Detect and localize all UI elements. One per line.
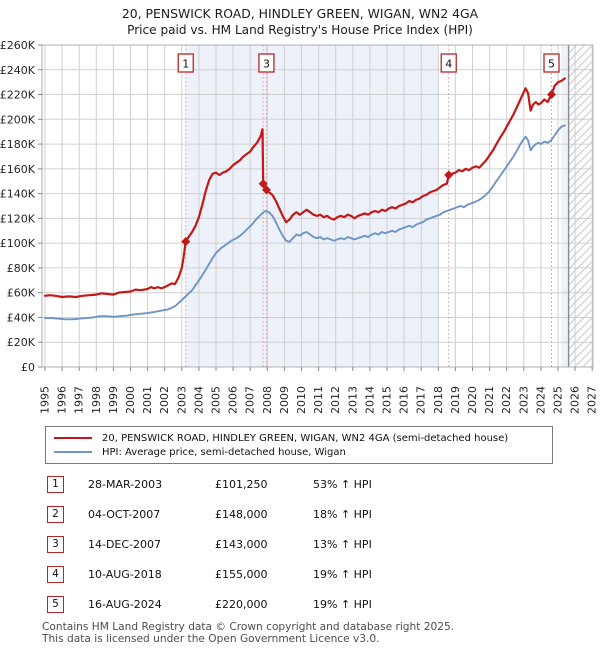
license-footer	[42, 621, 454, 645]
svg-text:£140K: £140K	[0, 187, 35, 201]
svg-text:2007: 2007	[243, 386, 257, 414]
legend	[45, 426, 553, 464]
svg-text:2019: 2019	[448, 386, 462, 414]
legend-item-price	[54, 433, 552, 444]
svg-text:2017: 2017	[414, 386, 428, 414]
sale-date: 14-DEC-2007	[88, 538, 162, 551]
svg-text:2026: 2026	[568, 386, 582, 414]
svg-text:£0: £0	[21, 361, 35, 374]
sale-vs-hpi: 13% ↑ HPI	[313, 538, 372, 551]
svg-text:4: 4	[445, 57, 453, 71]
sale-date: 10-AUG-2018	[88, 568, 162, 581]
svg-text:2022: 2022	[500, 386, 514, 414]
sale-price: £143,000	[215, 538, 268, 551]
svg-text:2004: 2004	[192, 386, 206, 414]
svg-text:£120K: £120K	[0, 212, 35, 226]
legend-label-price: 20, PENSWICK ROAD, HINDLEY GREEN, WIGAN, WN2 4GA (semi-detached house)	[102, 432, 509, 444]
shaded-bands	[186, 45, 569, 367]
sale-number-badge: 1	[47, 476, 64, 493]
sale-number-badge: 5	[47, 596, 64, 613]
svg-text:3: 3	[262, 57, 270, 71]
svg-text:1996: 1996	[55, 386, 69, 414]
svg-text:£220K: £220K	[0, 88, 35, 102]
hatched-future-region	[569, 45, 593, 367]
footer-line2: This data is licensed under the Open Government Licence v3.0.	[42, 633, 380, 645]
svg-text:2020: 2020	[466, 386, 479, 414]
svg-text:2013: 2013	[346, 386, 360, 414]
svg-text:£100K: £100K	[0, 237, 35, 251]
sale-date: 16-AUG-2024	[88, 598, 162, 611]
svg-text:5: 5	[548, 57, 556, 71]
svg-text:2000: 2000	[124, 386, 137, 414]
svg-text:£180K: £180K	[0, 138, 35, 152]
svg-text:£260K: £260K	[0, 39, 35, 52]
svg-text:1999: 1999	[106, 386, 120, 414]
table-row	[47, 536, 567, 566]
svg-text:2001: 2001	[141, 386, 155, 414]
svg-text:2002: 2002	[158, 386, 172, 414]
svg-text:£80K: £80K	[6, 261, 35, 275]
svg-text:1995: 1995	[38, 386, 52, 414]
svg-text:2003: 2003	[175, 386, 189, 414]
svg-text:1997: 1997	[72, 386, 86, 414]
sale-price: £220,000	[215, 598, 268, 611]
sale-vs-hpi: 53% ↑ HPI	[313, 478, 372, 491]
sale-date: 28-MAR-2003	[88, 478, 163, 491]
svg-text:2018: 2018	[431, 386, 445, 414]
table-row	[47, 566, 567, 596]
svg-text:£60K: £60K	[6, 286, 35, 300]
price-line-swatch	[54, 437, 92, 439]
footer-line1: Contains HM Land Registry data © Crown copyright and database right 2025.	[42, 621, 455, 633]
legend-item-hpi	[54, 447, 552, 458]
svg-text:£200K: £200K	[0, 113, 35, 127]
svg-text:2011: 2011	[312, 386, 326, 414]
sale-price: £148,000	[215, 508, 268, 521]
svg-text:£160K: £160K	[0, 162, 35, 176]
table-row	[47, 476, 567, 506]
sale-number-badge: 4	[47, 566, 64, 583]
svg-text:2014: 2014	[363, 386, 377, 414]
svg-text:2006: 2006	[226, 386, 240, 414]
svg-text:2015: 2015	[380, 386, 394, 414]
svg-text:2016: 2016	[397, 386, 411, 414]
svg-text:2027: 2027	[585, 386, 599, 414]
svg-text:2025: 2025	[551, 386, 565, 414]
sale-price: £155,000	[215, 568, 268, 581]
svg-text:2024: 2024	[534, 386, 548, 414]
svg-text:2010: 2010	[295, 386, 308, 414]
svg-text:2023: 2023	[517, 386, 531, 414]
y-axis-labels	[0, 39, 36, 374]
svg-text:2021: 2021	[483, 386, 497, 414]
sale-price: £101,250	[215, 478, 268, 491]
sale-number-badge: 3	[47, 536, 64, 553]
svg-text:2005: 2005	[209, 386, 223, 414]
svg-text:2008: 2008	[260, 386, 274, 414]
svg-text:£240K: £240K	[0, 63, 35, 77]
svg-text:£40K: £40K	[6, 311, 35, 325]
sale-vs-hpi: 19% ↑ HPI	[313, 598, 372, 611]
svg-text:2012: 2012	[329, 386, 343, 414]
x-axis-labels	[39, 386, 599, 414]
svg-text:£20K: £20K	[6, 336, 35, 350]
legend-label-hpi: HPI: Average price, semi-detached house, Wigan	[102, 446, 346, 458]
sale-vs-hpi: 19% ↑ HPI	[313, 568, 372, 581]
svg-text:1: 1	[182, 57, 190, 71]
sale-vs-hpi: 18% ↑ HPI	[313, 508, 372, 521]
svg-text:2009: 2009	[277, 386, 291, 414]
chart-subtitle: Price paid vs. HM Land Registry's House Price Index (HPI)	[127, 23, 473, 37]
hpi-line-swatch	[54, 451, 92, 453]
table-row	[47, 506, 567, 536]
sale-date: 04-OCT-2007	[88, 508, 161, 521]
sale-number-badge: 2	[47, 506, 64, 523]
chart-title: 20, PENSWICK ROAD, HINDLEY GREEN, WIGAN, WN2 4GA	[121, 6, 479, 21]
svg-text:1998: 1998	[89, 386, 103, 414]
